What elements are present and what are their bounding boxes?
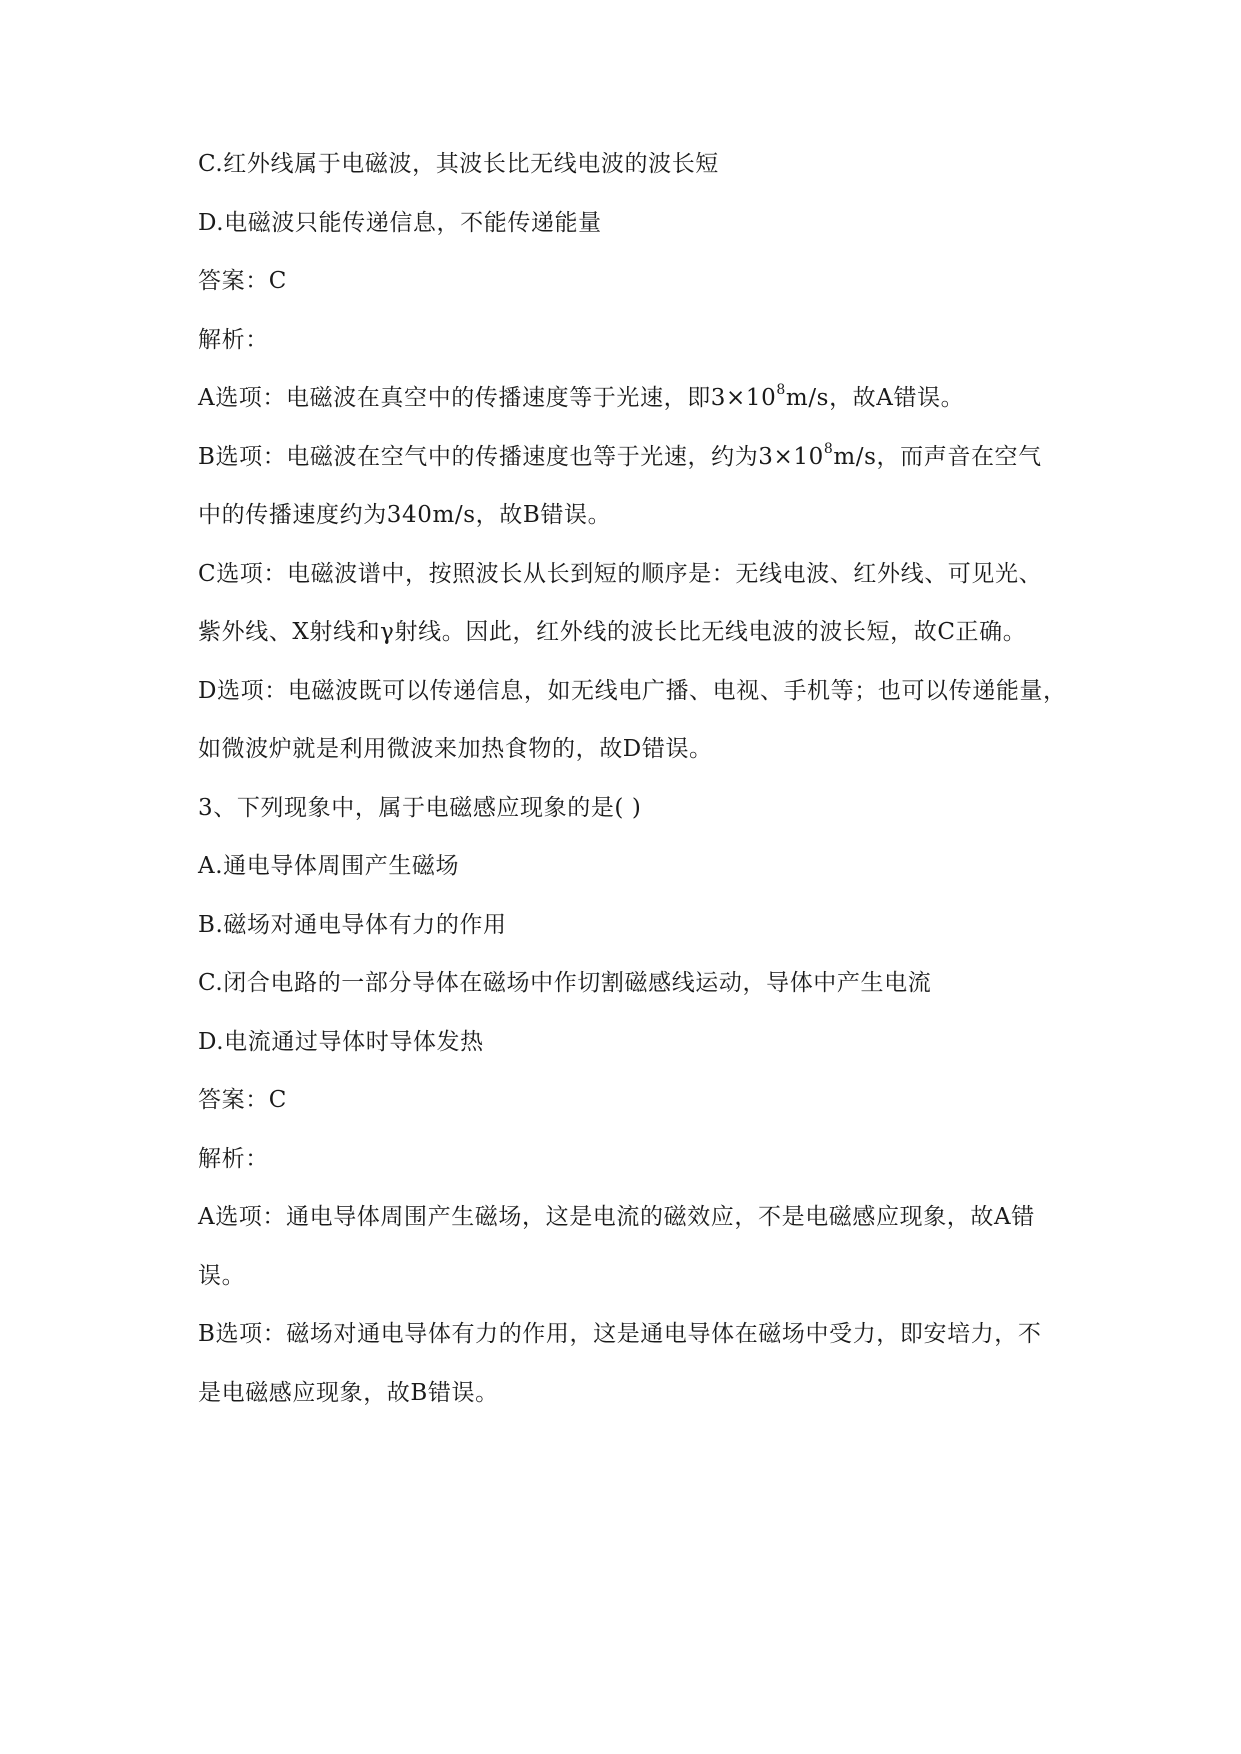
q3-answer-text: 答案：C (198, 1087, 287, 1113)
analysis-a-before: A选项：电磁波在真空中的传播速度等于光速，即3×10 (198, 385, 777, 411)
analysis-b-before: B选项：电磁波在空气中的传播速度也等于光速，约为3×10 (198, 444, 824, 470)
q3-analysis-b-line2: 是电磁感应现象，故B错误。 (198, 1380, 499, 1406)
analysis-option-d-line2: 如微波炉就是利用微波来加热食物的，故D错误。 (198, 736, 713, 762)
q3-option-c-text: C.闭合电路的一部分导体在磁场中作切割磁感线运动，导体中产生电流 (198, 970, 932, 996)
q3-option-a-text: A.通电导体周围产生磁场 (198, 853, 460, 879)
analysis-option-c-line1: C选项：电磁波谱中，按照波长从长到短的顺序是：无线电波、红外线、可见光、 (198, 561, 1043, 587)
q3-analysis-b-line1: B选项：磁场对通电导体有力的作用，这是通电导体在磁场中受力，即安培力，不 (198, 1321, 1042, 1347)
q3-option-b-text: B.磁场对通电导体有力的作用 (198, 912, 507, 938)
analysis-option-b-line2: 中的传播速度约为340m/s，故B错误。 (198, 502, 612, 528)
q3-analysis-a-line2: 误。 (198, 1263, 246, 1289)
q3-analysis-label: 解析： (198, 1146, 269, 1172)
q3-option-d-text: D.电流通过导体时导体发热 (198, 1029, 484, 1055)
analysis-label: 解析： (198, 327, 269, 353)
analysis-option-b-line1 (198, 442, 1042, 472)
question-3-text: 3、下列现象中，属于电磁感应现象的是( ) (198, 795, 642, 821)
option-c-text: C.红外线属于电磁波，其波长比无线电波的波长短 (198, 151, 719, 177)
answer-text: 答案：C (198, 268, 287, 294)
analysis-option-d-line1: D选项：电磁波既可以传递信息，如无线电广播、电视、手机等；也可以传递能量， (198, 678, 1067, 704)
analysis-b-exponent: 8 (823, 441, 834, 458)
analysis-b-after: m/s，而声音在空气 (833, 444, 1042, 470)
analysis-option-c-line2: 紫外线、X射线和γ射线。因此，红外线的波长比无线电波的波长短，故C正确。 (198, 619, 1027, 645)
option-d-text: D.电磁波只能传递信息，不能传递能量 (198, 210, 602, 236)
analysis-a-after: m/s，故A错误。 (785, 385, 965, 411)
analysis-option-a (198, 383, 964, 413)
q3-analysis-a-line1: A选项：通电导体周围产生磁场，这是电流的磁效应，不是电磁感应现象，故A错 (198, 1204, 1035, 1230)
analysis-a-exponent: 8 (776, 382, 786, 399)
